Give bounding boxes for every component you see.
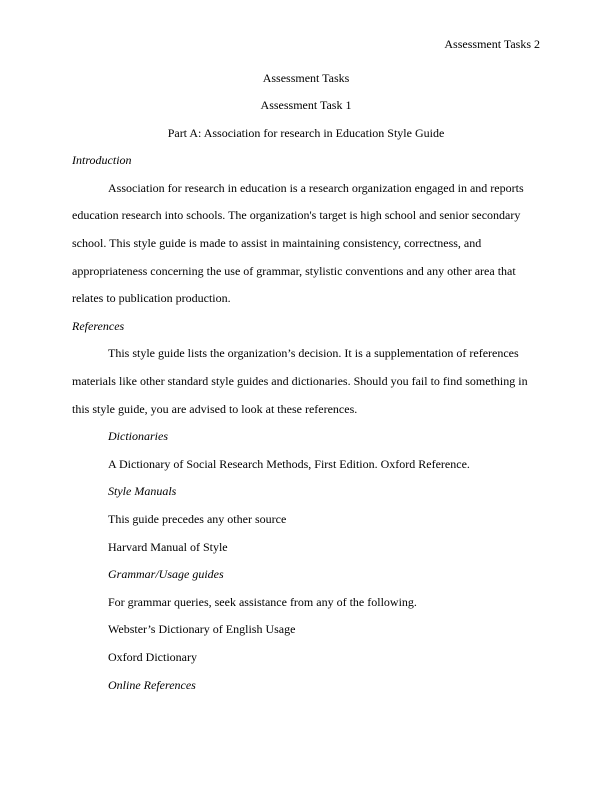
- references-paragraph: [72, 340, 540, 423]
- paragraph-line: school. This style guide is made to assist in maintaining consistency, correctness, and: [72, 236, 482, 251]
- introduction-paragraph: [72, 175, 540, 313]
- paragraph-line: this style guide, you are advised to look at these references.: [72, 401, 358, 416]
- document-body: [72, 65, 540, 700]
- grammar-guide-item: For grammar queries, seek assistance from any of the following.: [108, 594, 417, 609]
- style-manual-item: This guide precedes any other source: [108, 512, 287, 526]
- online-references-heading: Online References: [108, 677, 196, 692]
- part-title: Part A: Association for research in Education Style Guide: [167, 125, 445, 140]
- paragraph-line: materials like other standard style guides and dictionaries. Should you fail to find something in: [72, 374, 528, 389]
- grammar-guide-item: Oxford Dictionary: [108, 649, 197, 664]
- grammar-guide-item: Webster’s Dictionary of English Usage: [108, 622, 296, 637]
- grammar-guides-heading: Grammar/Usage guides: [108, 567, 224, 582]
- document-title: Assessment Tasks: [262, 70, 350, 85]
- paragraph-line: appropriateness concerning the use of grammar, stylistic conventions and any other area that: [72, 263, 516, 278]
- references-heading: References: [72, 318, 125, 333]
- dictionary-item: A Dictionary of Social Research Methods, First Edition. Oxford Reference.: [108, 456, 470, 471]
- paragraph-line: Association for research in education is a research organization engaged in and reports: [108, 180, 524, 195]
- paragraph-line: This style guide lists the organization’s decision. It is a supplementation of references: [108, 346, 519, 361]
- paragraph-line: relates to publication production.: [72, 291, 231, 306]
- running-head: Assessment Tasks 2: [444, 37, 540, 51]
- dictionaries-heading: Dictionaries: [108, 429, 168, 444]
- style-manual-item: Harvard Manual of Style: [108, 539, 228, 554]
- paragraph-line: education research into schools. The organization's target is high school and senior secondary: [72, 208, 521, 223]
- task-title: Assessment Task 1: [260, 98, 352, 113]
- style-manuals-heading: Style Manuals: [108, 484, 177, 499]
- introduction-heading: Introduction: [72, 153, 132, 168]
